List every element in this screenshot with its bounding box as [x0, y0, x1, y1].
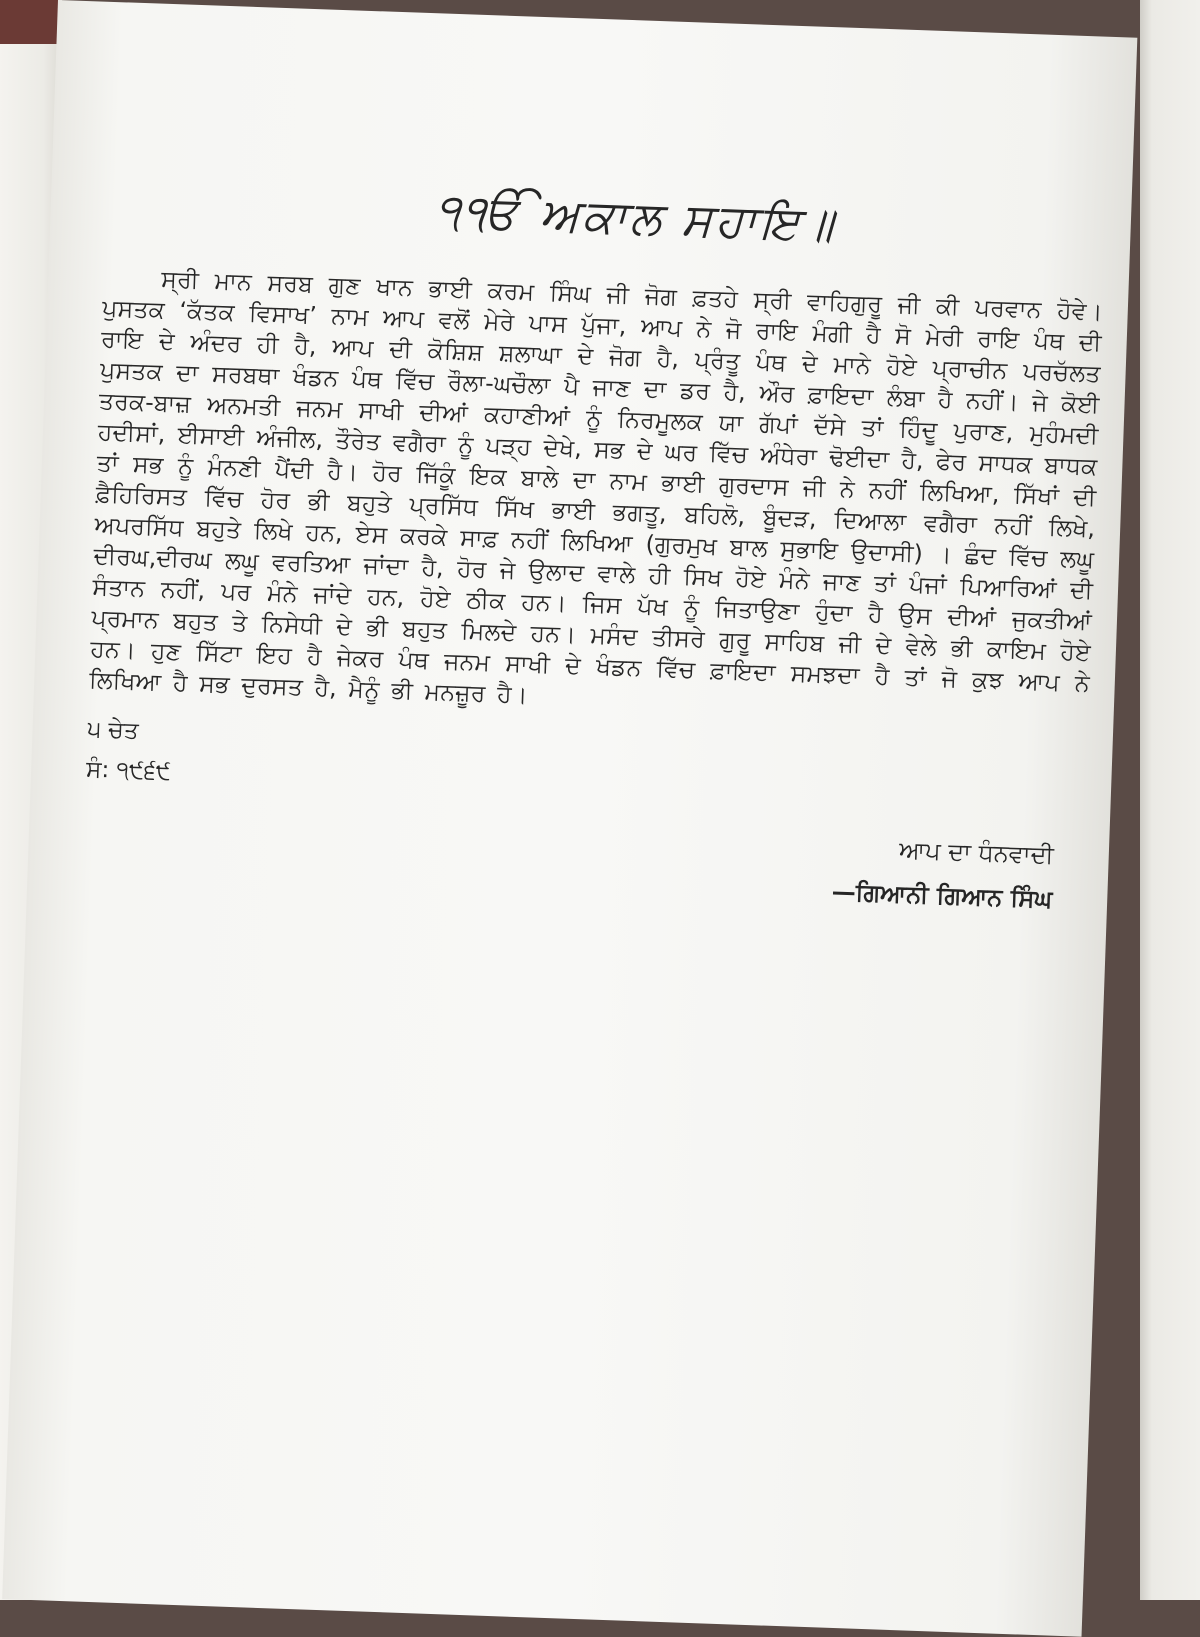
letter-body: ਸ੍ਰੀ ਮਾਨ ਸਰਬ ਗੁਣ ਖਾਨ ਭਾਈ ਕਰਮ ਸਿੰਘ ਜੀ ਜੋਗ ਫ਼ਤਹੇ ਸ੍ਰੀ ਵਾਹਿਗੁਰੂ ਜੀ ਕੀ ਪਰਵਾਨ ਹੋਵੇ। ਪੁਸਤਕ ‘ਕੱਤਕ ਵਿਸਾਖ’ ਨਾਮ ਆਪ ਵਲੋਂ ਮੇਰੇ ਪਾਸ ਪੁੱਜਾ, ਆਪ ਨੇ ਜੋ ਰਾਇ ਮੰਗੀ ਹੈ ਸੋ ਮੇਰੀ ਰਾਇ ਪੰਥ ਦੀ ਰਾਇ ਦੇ ਅੰਦਰ ਹੀ ਹੈ, ਆਪ ਦੀ ਕੋਸ਼ਿਸ਼ ਸ਼ਲਾਘਾ ਦੇ ਜੋਗ ਹੈ, ਪ੍ਰੰਤੂ ਪੰਥ ਦੇ ਮਾਨੇ ਹੋਏ ਪ੍ਰਾਚੀਨ ਪਰਚੱਲਤ ਪੁਸਤਕ ਦਾ ਸਰਬਥਾ ਖੰਡਨ ਪੰਥ ਵਿੱਚ ਰੌਲਾ-ਘਚੌਲਾ ਪੈ ਜਾਣ ਦਾ ਡਰ ਹੈ, ਔਰ ਫ਼ਾਇਦਾ ਲੰਬਾ ਹੈ ਨਹੀਂ। ਜੇ ਕੋਈ ਤਰਕ-ਬਾਜ਼ ਅਨਮਤੀ ਜਨਮ ਸਾਖੀ ਦੀਆਂ ਕਹਾਣੀਆਂ ਨੂੰ ਨਿਰਮੂਲਕ ਯਾ ਗੱਪਾਂ ਦੱਸੇ ਤਾਂ ਹਿੰਦੂ ਪੁਰਾਣ, ਮੁਹੰਮਦੀ ਹਦੀਸਾਂ, ਈਸਾਈ ਅੰਜੀਲ, ਤੌਰੇਤ ਵਗੈਰਾ ਨੂੰ ਪੜ੍ਹ ਦੇਖੇ, ਸਭ ਦੇ ਘਰ ਵਿੱਚ ਅੰਧੇਰਾ ਢੋਈਦਾ ਹੈ, ਫੇਰ ਸਾਧਕ ਬਾਧਕ ਤਾਂ ਸਭ ਨੂੰ ਮੰਨਣੀ ਪੈਂਦੀ ਹੈ। ਹੋਰ ਜਿੱਕੂੰ ਇਕ ਬਾਲੇ ਦਾ ਨਾਮ ਭਾਈ ਗੁਰਦਾਸ ਜੀ ਨੇ ਨਹੀਂ ਲਿਖਿਆ, ਸਿੱਖਾਂ ਦੀ ਫ਼ੈਹਿਰਿਸਤ ਵਿੱਚ ਹੋਰ ਭੀ ਬਹੁਤੇ ਪ੍ਰਸਿੱਧ ਸਿੱਖ ਭਾਈ ਭਗਤੂ, ਬਹਿਲੋ, ਬੂੰਦੜ, ਦਿਆਲਾ ਵਗੈਰਾ ਨਹੀਂ ਲਿਖੇ, ਅਪਰਸਿੱਧ ਬਹੁਤੇ ਲਿਖੇ ਹਨ, ਏਸ ਕਰਕੇ ਸਾਫ਼ ਨਹੀਂ ਲਿਖਿਆ (ਗੁਰਮੁਖ ਬਾਲ ਸੁਭਾਇ ਉਦਾਸੀ) । ਛੰਦ ਵਿੱਚ ਲਘੂ ਦੀਰਘ,ਦੀਰਘ ਲਘੂ ਵਰਤਿਆ ਜਾਂਦਾ ਹੈ, ਹੋਰ ਜੇ ਉਲਾਦ ਵਾਲੇ ਹੀ ਸਿਖ ਹੋਏ ਮੰਨੇ ਜਾਣ ਤਾਂ ਪੰਜਾਂ ਪਿਆਰਿਆਂ ਦੀ ਸੰਤਾਨ ਨਹੀਂ, ਪਰ ਮੰਨੇ ਜਾਂਦੇ ਹਨ, ਹੋਏ ਠੀਕ ਹਨ। ਜਿਸ ਪੱਖ ਨੂੰ ਜਿਤਾਉਣਾ ਹੁੰਦਾ ਹੈ ਉਸ ਦੀਆਂ ਜੁਕਤੀਆਂ ਪ੍ਰਮਾਨ ਬਹੁਤ ਤੇ ਨਿਸੇਧੀ ਦੇ ਭੀ ਬਹੁਤ ਮਿਲਦੇ ਹਨ। ਮਸੰਦ ਤੀਸਰੇ ਗੁਰੂ ਸਾਹਿਬ ਜੀ ਦੇ ਵੇਲੇ ਭੀ ਕਾਇਮ ਹੋਏ ਹਨ। ਹੁਣ ਸਿੱਟਾ ਇਹ ਹੈ ਜੇਕਰ ਪੰਥ ਜਨਮ ਸਾਖੀ ਦੇ ਖੰਡਨ ਵਿੱਚ ਫ਼ਾਇਦਾ ਸਮਝਦਾ ਹੈ ਤਾਂ ਜੋ ਕੁਝ ਆਪ ਨੇ ਲਿਖਿਆ ਹੈ ਸਭ ਦੁਰਸਤ ਹੈ, ਮੈਨੂੰ ਭੀ ਮਨਜ਼ੂਰ ਹੈ। — [88, 264, 1104, 709]
right-page-edge — [1140, 0, 1200, 1600]
book-cover-edge — [0, 0, 58, 44]
date-day: ੫ ਚੇਤ — [87, 716, 140, 745]
closing-line: ਆਪ ਦਾ ਧੰਨਵਾਦੀ — [898, 835, 1055, 870]
page-content — [82, 172, 1106, 922]
date-year: ਸੰ: ੧੯੬੯ — [85, 756, 172, 786]
signature-name: —ਗਿਆਨੀ ਗਿਆਨ ਸਿੰਘ — [831, 877, 1053, 914]
page-title: ੧ੴ ਅਕਾਲ ਸਹਾਇ॥ — [434, 183, 838, 252]
book-page — [2, 0, 1137, 1637]
